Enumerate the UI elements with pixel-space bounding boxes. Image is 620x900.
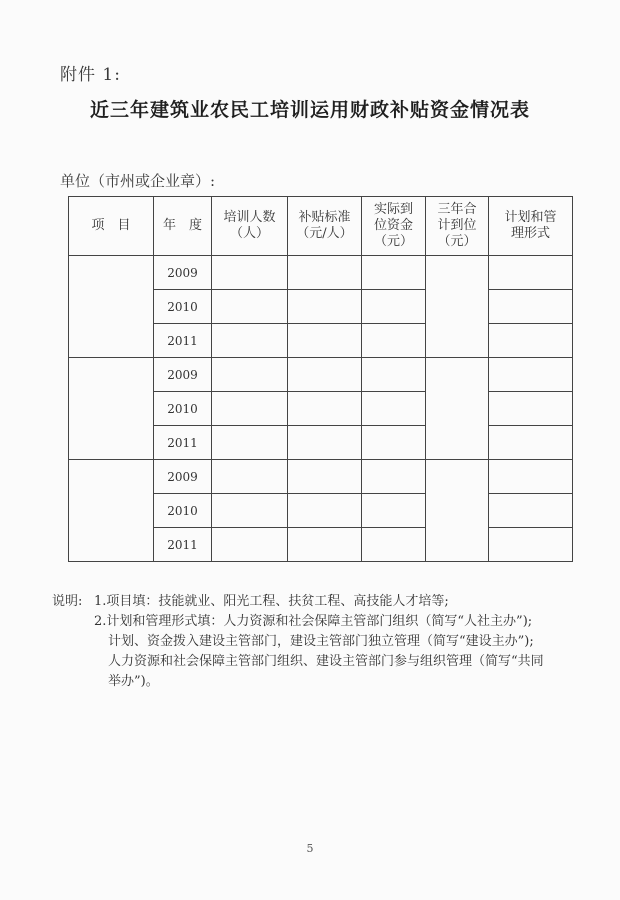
notes-line-4: 人力资源和社会保障主管部门组织、建设主管部门参与组织管理（简写“共同 xyxy=(108,654,544,669)
management-cell xyxy=(489,324,573,358)
year-cell: 2009 xyxy=(154,358,212,392)
trainees-cell xyxy=(212,256,288,290)
notes-line-1: 1.项目填：技能就业、阳光工程、扶贫工程、高技能人才培等; xyxy=(94,594,449,609)
header-trainees-line1: 培训人数 xyxy=(223,210,276,225)
management-cell xyxy=(489,426,573,460)
notes-line-2: 2.计划和管理形式填：人力资源和社会保障主管部门组织（简写“人社主办”); xyxy=(94,614,533,629)
header-management xyxy=(489,197,573,256)
management-cell xyxy=(489,256,573,290)
notes-row-1 xyxy=(52,592,592,612)
subsidy-cell xyxy=(288,324,362,358)
actual-funds-cell xyxy=(362,358,426,392)
header-total-line1: 三年合 xyxy=(437,202,477,217)
header-project: 项 目 xyxy=(69,197,154,256)
subsidy-cell xyxy=(288,358,362,392)
three-year-total-cell xyxy=(426,358,489,460)
header-total-line3: （元） xyxy=(437,234,477,249)
actual-funds-cell xyxy=(362,290,426,324)
attachment-label: 附件 1: xyxy=(60,65,121,85)
actual-funds-cell xyxy=(362,392,426,426)
header-actual-line2: 位资金 xyxy=(373,218,413,233)
trainees-cell xyxy=(212,494,288,528)
actual-funds-cell xyxy=(362,494,426,528)
page-number: 5 xyxy=(306,842,314,855)
subsidy-cell xyxy=(288,256,362,290)
notes-line-5: 举办”)。 xyxy=(108,674,159,689)
header-row xyxy=(69,197,573,256)
trainees-cell xyxy=(212,324,288,358)
subsidy-cell xyxy=(288,460,362,494)
management-cell xyxy=(489,460,573,494)
notes-section xyxy=(52,592,592,692)
subsidy-cell xyxy=(288,426,362,460)
trainees-cell xyxy=(212,290,288,324)
year-cell: 2009 xyxy=(154,460,212,494)
header-management-line1: 计划和管 xyxy=(504,210,557,225)
trainees-cell xyxy=(212,358,288,392)
trainees-cell xyxy=(212,528,288,562)
year-cell: 2011 xyxy=(154,426,212,460)
year-cell: 2011 xyxy=(154,324,212,358)
header-management-line2: 理形式 xyxy=(510,226,550,241)
year-cell: 2010 xyxy=(154,494,212,528)
actual-funds-cell xyxy=(362,426,426,460)
header-year: 年 度 xyxy=(154,197,212,256)
management-cell xyxy=(489,528,573,562)
table-row xyxy=(69,256,573,290)
header-subsidy-line1: 补贴标准 xyxy=(298,210,351,225)
project-cell xyxy=(69,256,154,358)
header-actual-line3: （元） xyxy=(373,234,413,249)
subsidy-table xyxy=(68,196,573,562)
subsidy-cell xyxy=(288,290,362,324)
three-year-total-cell xyxy=(426,460,489,562)
unit-label: 单位（市州或企业章）: xyxy=(60,172,216,190)
three-year-total-cell xyxy=(426,256,489,358)
notes-label: 说明: xyxy=(52,594,83,609)
trainees-cell xyxy=(212,460,288,494)
table-row xyxy=(69,460,573,494)
header-subsidy xyxy=(288,197,362,256)
page-title: 近三年建筑业农民工培训运用财政补贴资金情况表 xyxy=(89,99,530,121)
header-actual-line1: 实际到 xyxy=(373,202,413,217)
header-actual-funds xyxy=(362,197,426,256)
trainees-cell xyxy=(212,426,288,460)
year-cell: 2009 xyxy=(154,256,212,290)
notes-line-3: 计划、资金拨入建设主管部门，建设主管部门独立管理（简写“建设主办”); xyxy=(108,634,534,649)
header-trainees-line2: （人） xyxy=(229,226,269,241)
actual-funds-cell xyxy=(362,256,426,290)
subsidy-cell xyxy=(288,392,362,426)
header-subsidy-line2: （元/人） xyxy=(296,226,353,241)
subsidy-cell xyxy=(288,528,362,562)
trainees-cell xyxy=(212,392,288,426)
year-cell: 2011 xyxy=(154,528,212,562)
year-cell: 2010 xyxy=(154,392,212,426)
actual-funds-cell xyxy=(362,528,426,562)
management-cell xyxy=(489,290,573,324)
subsidy-cell xyxy=(288,494,362,528)
year-cell: 2010 xyxy=(154,290,212,324)
actual-funds-cell xyxy=(362,324,426,358)
management-cell xyxy=(489,494,573,528)
header-three-year-total xyxy=(426,197,489,256)
header-trainees xyxy=(212,197,288,256)
project-cell xyxy=(69,358,154,460)
actual-funds-cell xyxy=(362,460,426,494)
header-total-line2: 计到位 xyxy=(437,218,477,233)
project-cell xyxy=(69,460,154,562)
management-cell xyxy=(489,392,573,426)
management-cell xyxy=(489,358,573,392)
table-row xyxy=(69,358,573,392)
